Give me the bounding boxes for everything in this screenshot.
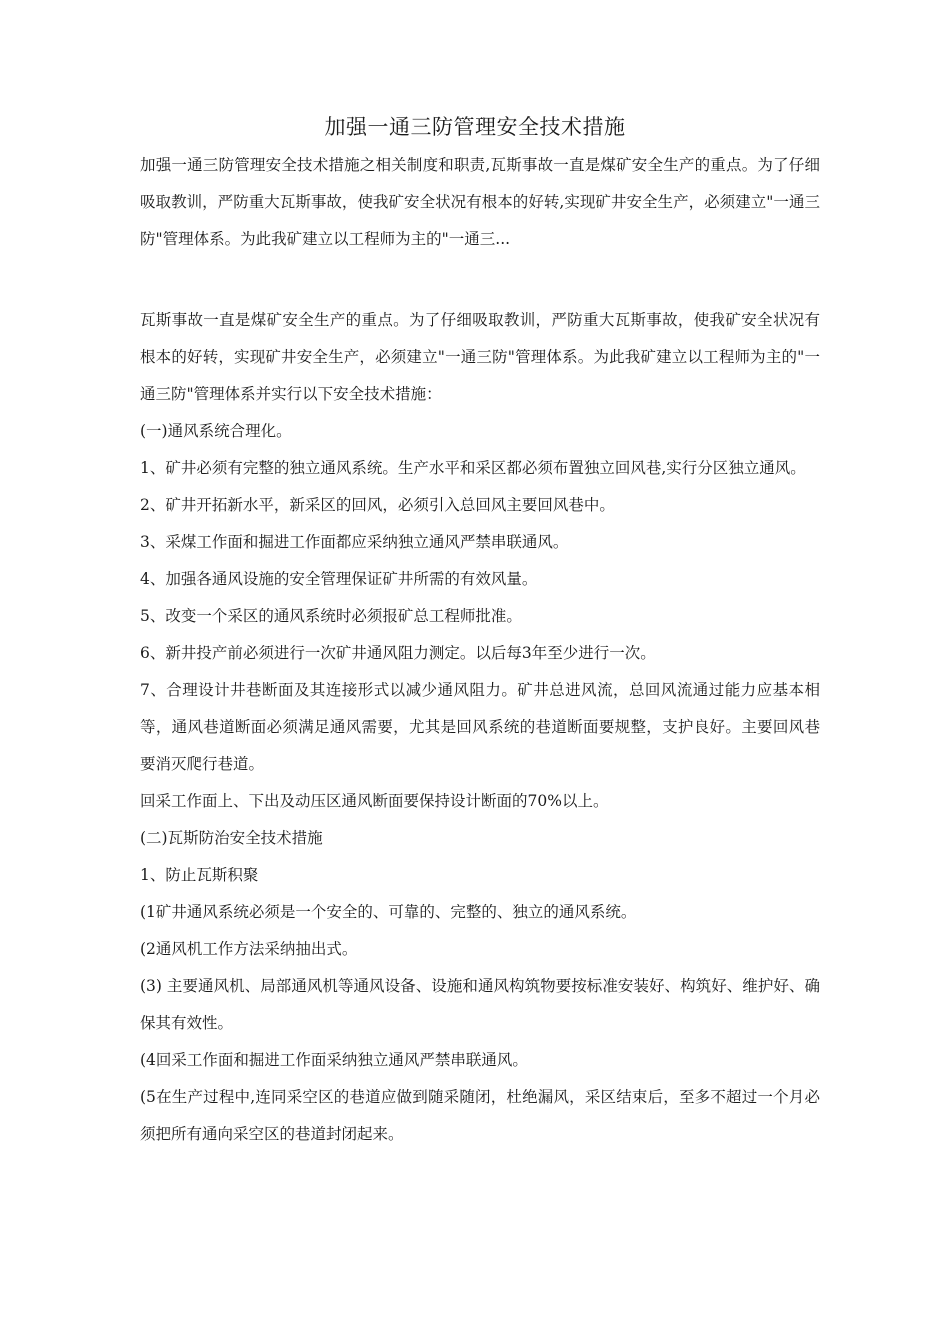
list-item: 3、采煤工作面和掘进工作面都应采纳独立通风严禁串联通风。 — [140, 533, 569, 551]
summary-block — [140, 147, 820, 258]
section-heading-ventilation: (一)通风系统合理化。 — [140, 422, 292, 440]
summary-paragraph: 加强一通三防管理安全技术措施之相关制度和职责,瓦斯事故一直是煤矿安全生产的重点。为了仔细吸取教训，严防重大瓦斯事故，使我矿安全状况有根本的好转,实现矿井安全生产，必须建立"一通三防"管理体系。为此我矿建立以工程师为主的"一通三... — [140, 156, 820, 248]
list-item: 5、改变一个采区的通风系统时必须报矿总工程师批准。 — [140, 607, 522, 625]
list-item: (2通风机工作方法采纳抽出式。 — [140, 940, 358, 958]
subsection-heading: 1、防止瓦斯积聚 — [140, 866, 259, 884]
list-item: 2、矿井开拓新水平，新采区的回风，必须引入总回风主要回风巷中。 — [140, 496, 615, 514]
list-item: (5在生产过程中,连同采空区的巷道应做到随采随闭，杜绝漏风，采区结束后，至多不超过一个月必须把所有通向采空区的巷道封闭起来。 — [140, 1088, 820, 1143]
intro-paragraph: 瓦斯事故一直是煤矿安全生产的重点。为了仔细吸取教训，严防重大瓦斯事故，使我矿安全状况有根本的好转，实现矿井安全生产，必须建立"一通三防"管理体系。为此我矿建立以工程师为主的"一通三防"管理体系并实行以下安全技术措施： — [140, 311, 820, 403]
document-title: 加强一通三防管理安全技术措施 — [324, 115, 626, 139]
body-paragraph: 回采工作面上、下出及动压区通风断面要保持设计断面的70%以上。 — [140, 792, 609, 810]
list-item: (1矿井通风系统必须是一个安全的、可靠的、完整的、独立的通风系统。 — [140, 903, 637, 921]
section-heading-gas-control: (二)瓦斯防治安全技术措施 — [140, 829, 323, 847]
list-item: (3) 主要通风机、局部通风机等通风设备、设施和通风构筑物要按标准安装好、构筑好、维护好、确保其有效性。 — [140, 977, 820, 1032]
list-item: 4、加强各通风设施的安全管理保证矿井所需的有效风量。 — [140, 570, 538, 588]
list-item: 6、新井投产前必须进行一次矿井通风阻力测定。以后每3年至少进行一次。 — [140, 644, 656, 662]
list-item: 1、矿井必须有完整的独立通风系统。生产水平和采区都必须布置独立回风巷,实行分区独立通风。 — [140, 459, 806, 477]
list-item: 7、合理设计井巷断面及其连接形式以减少通风阻力。矿井总进风流，总回风流通过能力应基本相等，通风巷道断面必须满足通风需要，尤其是回风系统的巷道断面要规整，支护良好。主要回风巷要消灭爬行巷道。 — [140, 681, 820, 773]
list-item: (4回采工作面和掘进工作面采纳独立通风严禁串联通风。 — [140, 1051, 528, 1069]
body-text — [140, 302, 820, 1153]
